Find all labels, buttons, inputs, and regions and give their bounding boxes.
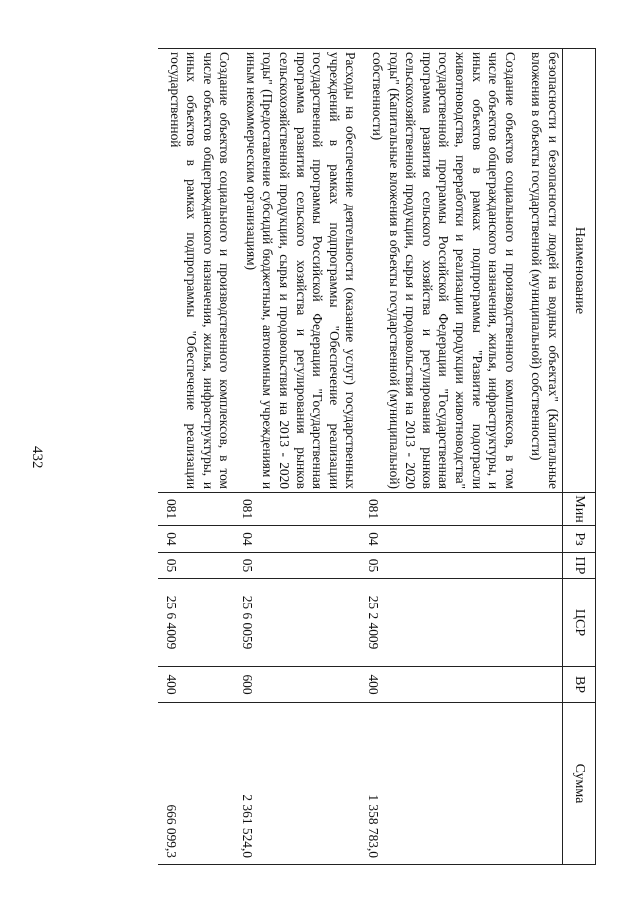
row-name: безопасности и безопасности людей на водных объектах" (Капитальные вложения в объекты государственной (муниципальной) собственности) bbox=[520, 49, 563, 493]
row-pr: 05 bbox=[360, 553, 519, 579]
header-min: Мин bbox=[563, 493, 596, 526]
header-csr: ЦСР bbox=[563, 579, 596, 667]
row-min: 081 bbox=[234, 493, 360, 526]
row-sum: 2 361 524,0 bbox=[234, 703, 360, 865]
row-csr: 25 2 4009 bbox=[360, 579, 519, 667]
table-row bbox=[158, 49, 234, 865]
row-rz: 04 bbox=[234, 526, 360, 553]
row-vr bbox=[520, 667, 563, 703]
row-name: Расходы на обеспечение деятельности (оказание услуг) государственных учреждений в рамках подпрограммы "Обеспечение реализации государственной программы Российской Федерации "Государственная программа развития сельского хозяйства и регулирования рынков сельскохозяйственной продукции, сырья и продовольствия на 2013 - 2020 годы" (Предоставление субсидий бюджетным, автономным учреждениям и иным некоммерческим организациям) bbox=[234, 49, 360, 493]
row-pr: 05 bbox=[234, 553, 360, 579]
row-pr bbox=[520, 553, 563, 579]
row-rz bbox=[520, 526, 563, 553]
header-rz: Рз bbox=[563, 526, 596, 553]
row-pr: 05 bbox=[158, 553, 234, 579]
row-rz: 04 bbox=[360, 526, 519, 553]
row-rz: 04 bbox=[158, 526, 234, 553]
row-csr: 25 6 0059 bbox=[234, 579, 360, 667]
row-min: 081 bbox=[158, 493, 234, 526]
table-row bbox=[234, 49, 360, 865]
header-sum: Сумма bbox=[563, 703, 596, 865]
row-name: Создание объектов социального и производственного комплексов, в том числе объектов общегражданского назначения, жилья, инфраструктуры, и иных объектов в рамках подпрограммы "Обеспечение реализации государственной bbox=[158, 49, 234, 493]
row-name: Создание объектов социального и производственного комплексов, в том числе объектов общегражданского назначения, жилья, инфраструктуры, и иных объектов в рамках подпрограммы "Развитие подотрасли животноводства, переработки и реализации продукции животноводства" государственной программы Российской Федерации "Государственная программа развития сельского хозяйства и регулирования рынков сельскохозяйственной продукции, сырья и продовольствия на 2013 - 2020 годы" (Капитальные вложения в объекты государственной (муниципальной) собственности) bbox=[360, 49, 519, 493]
row-vr: 400 bbox=[158, 667, 234, 703]
row-sum bbox=[520, 703, 563, 865]
header-vr: ВР bbox=[563, 667, 596, 703]
row-csr bbox=[520, 579, 563, 667]
row-vr: 400 bbox=[360, 667, 519, 703]
budget-table bbox=[158, 48, 596, 865]
header-name: Наименование bbox=[563, 49, 596, 493]
table-row bbox=[360, 49, 519, 865]
table-header-row bbox=[563, 49, 596, 865]
row-sum: 1 358 783,0 bbox=[360, 703, 519, 865]
row-min bbox=[520, 493, 563, 526]
row-sum: 666 099,3 bbox=[158, 703, 234, 865]
row-vr: 600 bbox=[234, 667, 360, 703]
table-row bbox=[520, 49, 563, 865]
page-number: 432 bbox=[29, 446, 45, 469]
header-pr: ПР bbox=[563, 553, 596, 579]
row-min: 081 bbox=[360, 493, 519, 526]
row-csr: 25 6 4009 bbox=[158, 579, 234, 667]
budget-table-sheet bbox=[86, 48, 596, 864]
